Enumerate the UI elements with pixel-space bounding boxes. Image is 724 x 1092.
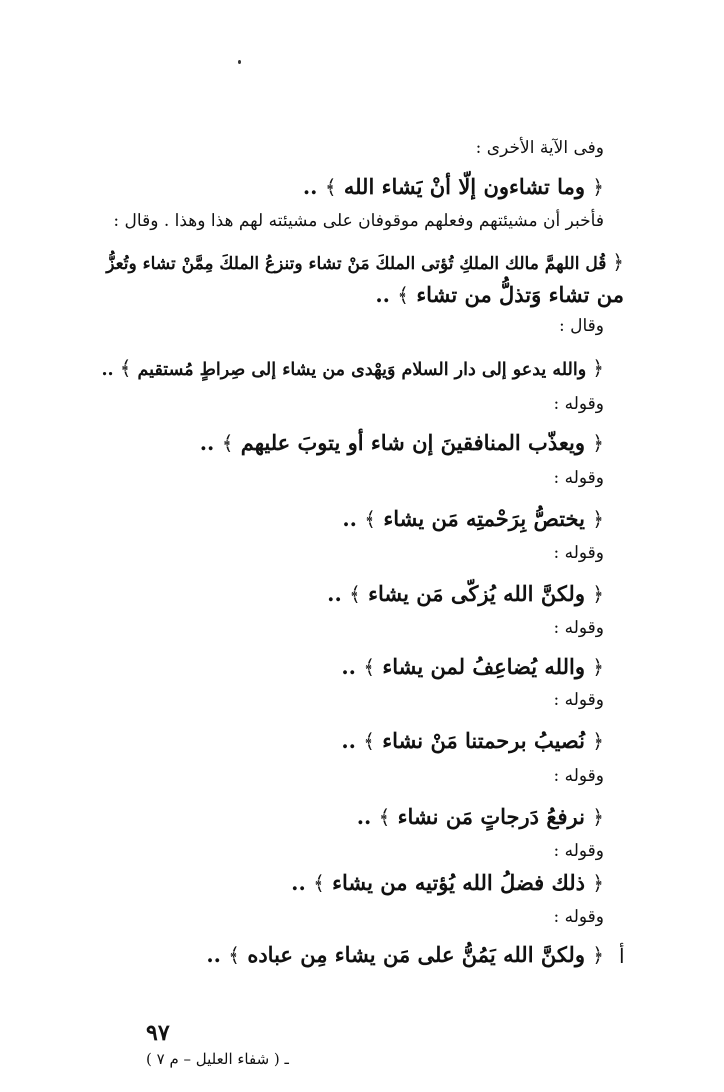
line-text: يختصُّ بِرَحْمتِه مَن يشاء: [383, 506, 585, 531]
ornament-close: ﴾: [378, 805, 391, 829]
verse-line: [375, 284, 624, 305]
verse-line: [206, 944, 604, 965]
line-text: ولكنَّ الله يَمُنُّ على مَن يشاء مِن عباده: [247, 942, 585, 967]
ornament-open: ﴿: [592, 582, 604, 606]
line-text: وما تشاءون إلّا أنْ يَشاء الله: [343, 174, 585, 199]
line-text: ويعذّب المنافقينَ إن شاء أو يتوبَ عليهم: [240, 430, 585, 455]
line-text: فأخبر أن مشيئتهم وفعلهم موقوفان على مشيئته لهم هذا وهذا . وقال :: [113, 211, 604, 231]
ornament-close: ﴾: [324, 175, 337, 199]
margin-marker: أ: [619, 944, 625, 968]
signature-line: ـ ( شفاء العليل – م ٧ ): [146, 1050, 289, 1068]
ornament-close: ﴾: [228, 943, 241, 967]
line-tail: ..: [206, 942, 229, 967]
line-tail: ..: [291, 870, 314, 895]
verse-line: [342, 508, 604, 529]
verse-line: [200, 432, 604, 453]
verse-line: [327, 583, 604, 604]
line-tail: ..: [341, 654, 364, 679]
verse-line: [291, 872, 604, 893]
prose-line: [553, 396, 604, 413]
line-text: ذلك فضلُ الله يُؤتيه من يشاء: [332, 870, 585, 895]
verse-line: [303, 176, 604, 197]
prose-line: [553, 470, 604, 487]
prose-line: [113, 213, 604, 230]
line-text: وقوله :: [553, 907, 604, 927]
ornament-close: ﴾: [363, 655, 376, 679]
prose-line: [553, 843, 604, 860]
ornament-open: ﴿: [592, 175, 604, 199]
line-text: وقوله :: [553, 618, 604, 638]
ornament-open: ﴿: [592, 431, 604, 455]
line-text: وقوله :: [553, 468, 604, 488]
line-text: ولكنَّ الله يُزكّى مَن يشاء: [368, 581, 585, 606]
ornament-open: ﴿: [592, 507, 604, 531]
prose-line: [553, 620, 604, 637]
prose-line: [553, 909, 604, 926]
verse-line: [101, 358, 604, 380]
ornament-close: ﴾: [349, 582, 361, 606]
line-tail: ..: [101, 360, 120, 380]
ornament-open: ﴿: [592, 356, 604, 380]
ornament-close: ﴾: [363, 729, 375, 753]
line-tail: ..: [375, 282, 398, 307]
line-tail: ..: [341, 728, 364, 753]
line-text: قُل اللهمَّ مالك الملكِ تُؤتى الملكَ مَنْ تشاء وتنزعُ الملكَ مِمَّنْ تشاء وتُعزُّ: [106, 254, 607, 274]
prose-line: [553, 545, 604, 562]
line-tail: ..: [327, 581, 350, 606]
line-text: وقال :: [559, 316, 604, 336]
line-text: والله يُضاعِفُ لمن يشاء: [382, 654, 585, 679]
speck: [238, 60, 241, 64]
line-text: وقوله :: [553, 543, 604, 563]
ornament-open: ﴿: [612, 250, 624, 274]
line-tail: ..: [199, 430, 222, 455]
verse-line: [357, 806, 604, 827]
ornament-close: ﴾: [364, 507, 377, 531]
line-text: وقوله :: [553, 394, 604, 414]
line-tail: ..: [302, 174, 325, 199]
ornament-open: ﴿: [592, 871, 604, 895]
page-number: ٩٧: [146, 1020, 170, 1046]
ornament-close: ﴾: [119, 356, 132, 380]
line-text: نرفعُ دَرجاتٍ مَن نشاء: [397, 804, 585, 829]
line-text: وقوله :: [553, 690, 604, 710]
ornament-close: ﴾: [221, 431, 234, 455]
verse-line: [341, 656, 604, 677]
prose-line: [476, 140, 604, 157]
verse-line: [106, 252, 624, 273]
line-tail: ..: [342, 506, 365, 531]
ornament-close: ﴾: [397, 283, 409, 307]
line-text: وفى الآية الأخرى :: [475, 138, 604, 158]
ornament-open: ﴿: [592, 943, 604, 967]
ornament-open: ﴿: [592, 805, 604, 829]
line-tail: ..: [356, 804, 379, 829]
ornament-close: ﴾: [313, 871, 325, 895]
ornament-open: ﴿: [592, 655, 604, 679]
verse-line: [341, 730, 604, 751]
line-text: وقوله :: [553, 841, 604, 861]
prose-line: [553, 692, 604, 709]
line-text: وقوله :: [553, 766, 604, 786]
prose-line: [553, 768, 604, 785]
line-text: نُصيبُ برحمتنا مَنْ نشاء: [382, 728, 585, 753]
line-text: من تشاء وَتذلُّ من تشاء: [416, 282, 624, 307]
line-text: والله يدعو إلى دار السلام وَيهْدى من يشاء إلى صِراطٍ مُستقيم: [137, 360, 587, 380]
ornament-open: ﴿: [592, 729, 604, 753]
prose-line: [559, 318, 604, 335]
